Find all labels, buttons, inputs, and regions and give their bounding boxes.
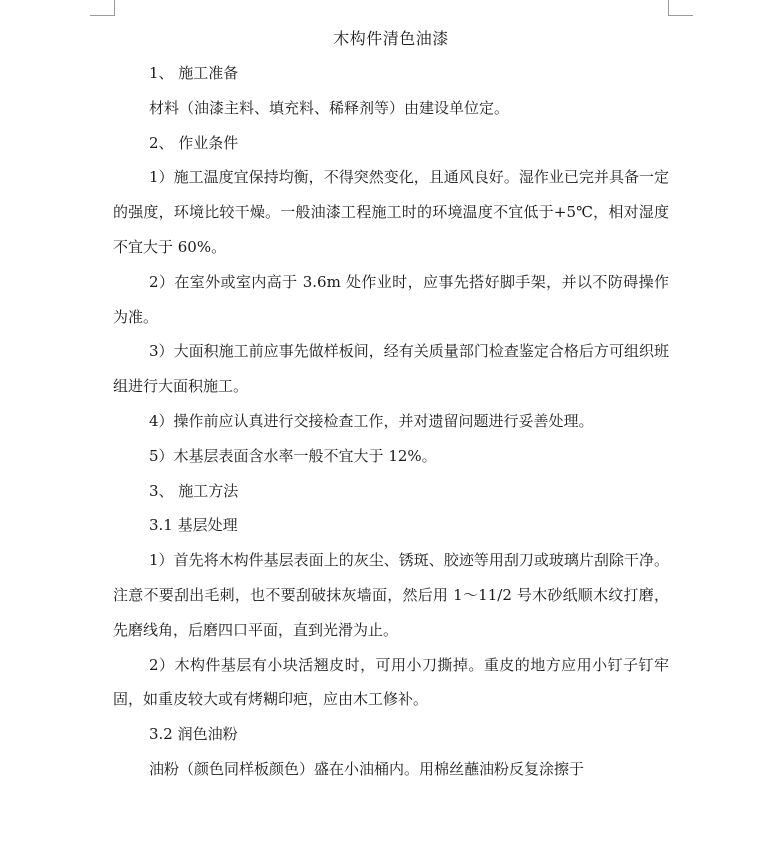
subsection-heading-oil-powder: 3.2 润色油粉 [149, 725, 238, 744]
paragraph-condition-1: 1）施工温度宜保持均衡，不得突然变化，且通风良好。湿作业已完并具备一定的强度，环境比较干燥。一般油漆工程施工时的环境温度不宜低于+5℃，相对湿度不宜大于 60%。 [113, 168, 669, 256]
section-heading-method: 3、 施工方法 [149, 481, 239, 500]
document-title: 木构件清色油漆 [333, 29, 449, 48]
paragraph-oil-powder: 油粉（颜色同样板颜色）盛在小油桶内。用棉丝蘸油粉反复涂擦于 [149, 759, 585, 778]
paragraph-materials: 材料（油漆主料、填充料、稀释剂等）由建设单位定。 [149, 98, 510, 117]
page-corner-mark-top-right [668, 0, 693, 16]
paragraph-base-treatment-1: 1）首先将木构件基层表面上的灰尘、锈斑、胶迹等用刮刀或玻璃片刮除干净。注意不要刮出毛刺，也不要刮破抹灰墙面，然后用 1～11/2 号木砂纸顺木纹打磨，先磨线角，后磨四口平面，直到光滑为止。 [113, 551, 669, 639]
paragraph-condition-5: 5）木基层表面含水率一般不宜大于 12%。 [149, 446, 437, 465]
section-heading-conditions: 2、 作业条件 [149, 133, 239, 152]
page-corner-mark-top-left [90, 0, 115, 16]
subsection-heading-base-treatment: 3.1 基层处理 [149, 516, 238, 535]
paragraph-condition-2: 2）在室外或室内高于 3.6m 处作业时，应事先搭好脚手架，并以不防碍操作为准。 [113, 272, 669, 326]
paragraph-condition-3: 3）大面积施工前应事先做样板间，经有关质量部门检查鉴定合格后方可组织班组进行大面积施工。 [113, 342, 669, 396]
paragraph-condition-4: 4）操作前应认真进行交接检查工作，并对遗留问题进行妥善处理。 [149, 411, 594, 430]
paragraph-base-treatment-2: 2）木构件基层有小块活翘皮时，可用小刀撕掉。重皮的地方应用小钉子钉牢固，如重皮较大或有烤糊印疤，应由木工修补。 [113, 655, 669, 709]
section-heading-preparation: 1、 施工准备 [149, 64, 239, 82]
document-page [113, 22, 669, 787]
